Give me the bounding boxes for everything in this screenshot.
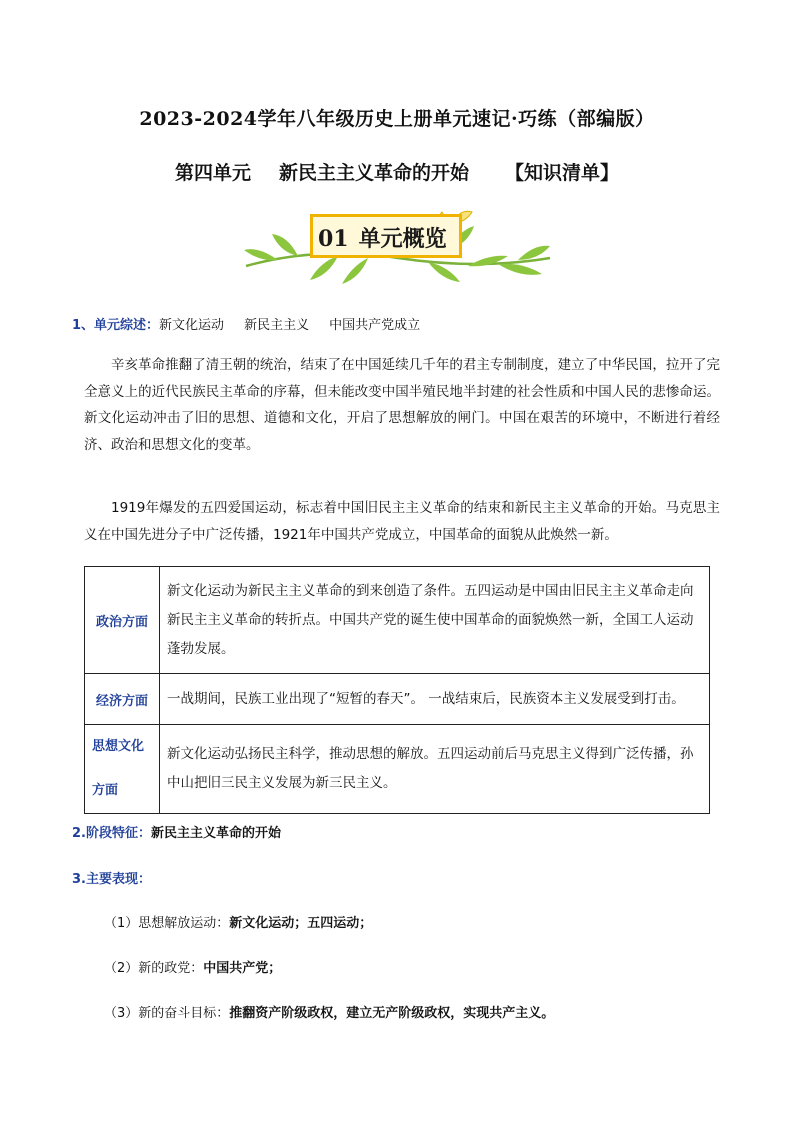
table-row: [85, 674, 710, 725]
list-item: [104, 957, 281, 976]
section1-label: 1、单元综述：: [72, 318, 160, 333]
section3-label: 3.主要表现：: [72, 872, 151, 887]
banner-title: 单元概览: [358, 226, 447, 252]
overview-paragraph-2: 1919年爆发的五四爱国运动，标志着中国旧民主主义革命的结束和新民主主义革命的开始。马克思主义在中国先进分子中广泛传播，1921年中国共产党成立，中国革命的面貌从此焕然一新。: [84, 500, 720, 543]
table-label-economy: 经济方面: [85, 674, 160, 725]
knowledge-tag: 【知识清单】: [505, 162, 620, 184]
item-answer: 推翻资产阶级政权，建立无产阶级政权，实现共产主义。: [229, 1006, 555, 1021]
table-row: [85, 567, 710, 674]
item-answer: 新文化运动；五四运动；: [229, 916, 373, 931]
item-prefix: （3）新的奋斗目标：: [104, 1006, 230, 1021]
item-answer: 中国共产党；: [203, 961, 282, 976]
item-prefix: （2）新的政党：: [104, 961, 204, 976]
table-content-culture: 新文化运动弘扬民主科学，推动思想的解放。五四运动前后马克思主义得到广泛传播，孙中山把旧三民主义发展为新三民主义。: [160, 725, 710, 814]
unit-number: 第四单元: [174, 162, 251, 184]
banner-label: [318, 222, 447, 253]
item-prefix: （1）思想解放运动：: [104, 916, 230, 931]
list-item: [104, 1002, 554, 1021]
overview-table: [84, 566, 710, 814]
section2-label: 2.阶段特征：: [72, 826, 151, 841]
table-row: [85, 725, 710, 814]
document-title: 2023-2024学年八年级历史上册单元速记·巧练（部编版）: [139, 108, 655, 130]
section3-heading: [72, 868, 151, 887]
unit-name: 新民主主义革命的开始: [278, 162, 469, 184]
overview-paragraph-1: 辛亥革命推翻了清王朝的统治，结束了在中国延续几千年的君主专制制度，建立了中华民国，拉开了完全意义上的近代民族民主革命的序幕，但未能改变中国半殖民地半封建的社会性质和中国人民的悲惨命运。新文化运动冲击了旧的思想、道德和文化，开启了思想解放的闸门。中国在艰苦的环境中，不断进行着经济、政治和思想文化的变革。: [84, 357, 720, 453]
table-content-economy: 一战期间，民族工业出现了“短暂的春天”。 一战结束后，民族资本主义发展受到打击。: [160, 674, 710, 725]
section1-heading: [72, 314, 420, 333]
section1-item-1: 新文化运动: [159, 318, 225, 333]
table-label-politics: 政治方面: [85, 567, 160, 674]
table-label-culture: 思想文化方面: [85, 725, 160, 814]
section2-value: 新民主主义革命的开始: [150, 826, 281, 841]
unit-heading: [0, 158, 794, 185]
table-content-politics: 新文化运动为新民主主义革命的到来创造了条件。五四运动是中国由旧民主主义革命走向新民主主义革命的转折点。中国共产党的诞生使中国革命的面貌焕然一新，全国工人运动蓬勃发展。: [160, 567, 710, 674]
section1-item-2: 新民主主义: [244, 318, 310, 333]
section1-item-3: 中国共产党成立: [329, 318, 421, 333]
list-item: [104, 912, 372, 931]
section2-heading: [72, 822, 281, 841]
section-banner: [238, 206, 558, 288]
banner-number: 01: [318, 226, 349, 252]
